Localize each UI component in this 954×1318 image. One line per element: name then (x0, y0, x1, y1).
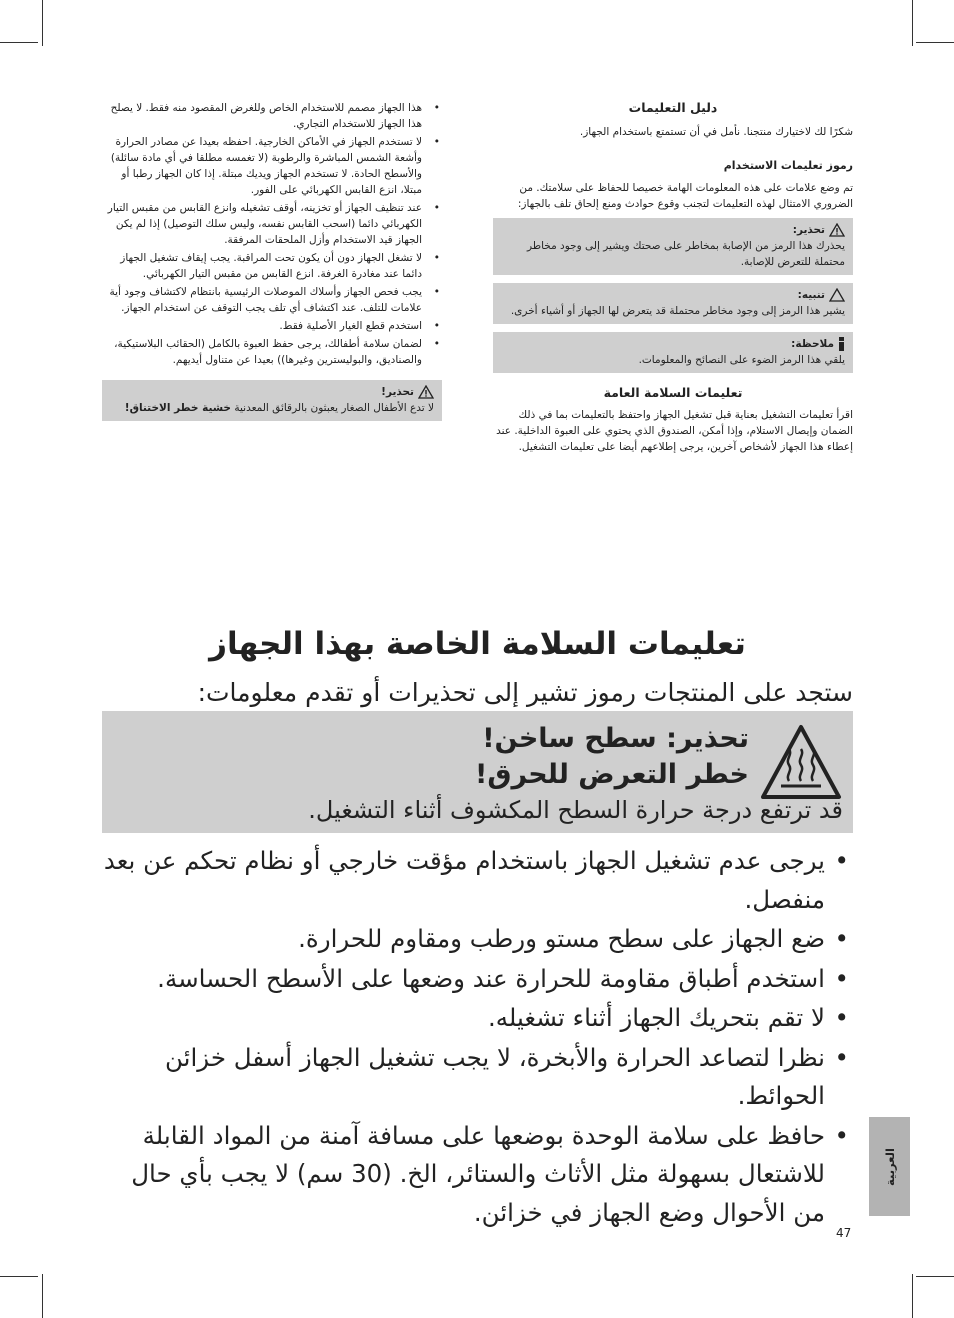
symbols-title: رموز تعليمات الاستخدام (723, 159, 853, 172)
warning-triangle-icon (418, 385, 434, 399)
crop-mark (0, 42, 38, 43)
language-tab (869, 1117, 910, 1216)
crop-mark (912, 1274, 913, 1318)
crop-mark (42, 0, 43, 46)
list-item: • لا تستخدم الجهاز في الأماكن الخارجية. احفظه بعيدا عن مصادر الحرارة وأشعة الشمس المباشرة والرطوبة (لا تغمسه مطلقا في أي مادة سائلة) والأسطح الحادة. لا تستخدم الجهاز ويديك مبتلة. إذا كان الجهاز رطبا أو مبتلا، انزع القابس الكهربائي على الفور. (102, 134, 442, 198)
list-item: • لا تشغل الجهاز دون أن يكون تحت المراقبة. يجب إيقاف تشغيل الجهاز دائما عند مغادرة الغرفة. انزع القابس من مقبس التيار الكهربائي. (102, 250, 442, 282)
hot-surface-heading: تحذير: سطح ساخن! (482, 723, 749, 754)
crop-mark (912, 0, 913, 46)
caution-text: يشير هذا الرمز إلى وجود مخاطر محتملة قد يتعرض لها الجهاز أو أشياء أخرى. (510, 305, 845, 317)
list-item: • هذا الجهاز مصمم للاستخدام الخاص وللغرض المقصود منه فقط. لا يصلح هذا الجهاز للاستخدام التجاري. (102, 100, 442, 132)
safety-bullet-list (102, 100, 442, 368)
language-tab-label: العربية (882, 1147, 897, 1186)
list-item: • يرجى عدم تشغيل الجهاز باستخدام مؤقت خارجي أو نظام تحكم عن بعد منفصل. (102, 842, 853, 919)
list-item: • استخدم قطع الغيار الأصلية فقط. (102, 318, 442, 334)
crop-mark (42, 1274, 43, 1318)
page-number: 47 (836, 1226, 852, 1240)
symbols-intro-text: تم وضع علامات على هذه المعلومات الهامة خصيصا للحفاظ على سلامتك. من الضروري الامتثال لهذه التعليمات لتجنب وقوع حوادث ومنع إلحاق تلف بالجهاز: (517, 182, 853, 210)
device-safety-title: تعليمات السلامة الخاصة بهذا الجهاز (209, 626, 746, 662)
warning-text-bold: خشية خطر الاختناق! (124, 402, 232, 414)
device-safety-subtitle: ستجد على المنتجات رموز تشير إلى تحذيرات أو تقدم معلومات: (197, 678, 853, 707)
note-label: ملاحظة: (791, 338, 834, 350)
caution-label: تنبيه: (797, 289, 825, 301)
guide-thanks-text: شكرًا لك لاختيارك منتجنا. نأمل في أن تستمتع باستخدام الجهاز. (579, 126, 853, 138)
list-item: • استخدم أطباق مقاومة للحرارة عند وضعها على الأسطح الحساسة. (102, 960, 853, 999)
warning-triangle-icon (829, 223, 845, 237)
instructions-guide-column (493, 100, 853, 455)
suffocation-warning-box (102, 380, 442, 421)
caution-box (493, 283, 853, 324)
list-item: • لا تقم بتحريك الجهاز أثناء تشغيله. (102, 999, 853, 1038)
list-item: • ضع الجهاز على سطح مستو ورطب ومقاوم للحرارة. (102, 920, 853, 959)
note-text: يلقي هذا الرمز الضوء على النصائح والمعلومات. (638, 354, 845, 366)
safety-bullets-column (102, 100, 442, 421)
warning-box (493, 218, 853, 275)
crop-mark (0, 1276, 38, 1277)
note-box (493, 332, 853, 373)
hot-surface-icon (759, 723, 843, 801)
list-item: • نظرا لتصاعد الحرارة والأبخرة، لا يجب تشغيل الجهاز أسفل خزائن الحوائط. (102, 1039, 853, 1116)
hot-surface-warning-box (102, 711, 853, 833)
crop-mark (916, 42, 954, 43)
info-icon (838, 337, 845, 351)
warning-text: يحذرك هذا الرمز من الإصابة بمخاطر على صحتك ويشير إلى وجود مخاطر محتملة للتعرض للإصابة. (526, 240, 845, 268)
burn-risk-heading: خطر التعرض للحرق! (475, 759, 749, 790)
warning-label: تحذير: (792, 224, 825, 236)
list-item: • لضمان سلامة أطفالك، يرجى حفظ العبوة بالكامل (الحقائب البلاستيكية، والصناديق، والبوليسترين وغيرها)) بعيدا عن متناول أيديهم. (102, 336, 442, 368)
general-safety-title: تعليمات السلامة العامة (603, 385, 743, 400)
list-item: • يجب فحص الجهاز وأسلاك الموصلات الرئيسية بانتظام لاكتشاف وجود أية علامات للتلف. عند اكتشاف أي تلف يجب التوقف عن استخدام الجهاز. (102, 284, 442, 316)
hot-surface-text: قد ترتفع درجة حرارة السطح المكشوف أثناء التشغيل. (308, 796, 843, 824)
guide-title: دليل التعليمات (628, 100, 718, 115)
suffocation-warning-text (110, 400, 434, 416)
device-safety-bullet-list (102, 842, 853, 1233)
warning-label: تحذير! (381, 386, 414, 398)
list-item: • حافظ على سلامة الوحدة بوضعها على مسافة آمنة من المواد القابلة للاشتعال بسهولة مثل الأثاث والستائر، الخ. (30 سم) لا يجب بأي حال من الأحوال وضع الجهاز في خزائن. (102, 1117, 853, 1233)
crop-mark (916, 1276, 954, 1277)
warning-text-plain: لا تدع الأطفال الصغار يعبثون بالرقائق المعدنية (234, 402, 434, 414)
caution-triangle-icon (829, 288, 845, 302)
list-item: • عند تنظيف الجهاز أو تخزينه، أوقف تشغيله وانزع القابس من مقبس التيار الكهربائي دائما (اسحب القابس نفسه، وليس سلك التوصيل) إذا لم يكن الجهاز قيد الاستخدام وأزل الملحقات المرفقة. (102, 200, 442, 248)
general-safety-text: اقرأ تعليمات التشغيل بعناية قبل تشغيل الجهاز واحتفظ بالتعليمات بما في ذلك الضمان وإيصال الاستلام، وإذا أمكن، الصندوق الذي يحتوي على العبوة الداخلية. عند إعطاء هذا الجهاز لأشخاص آخرين، يرجى إطلاعهم أيضا على تعليمات التشغيل. (496, 409, 853, 453)
